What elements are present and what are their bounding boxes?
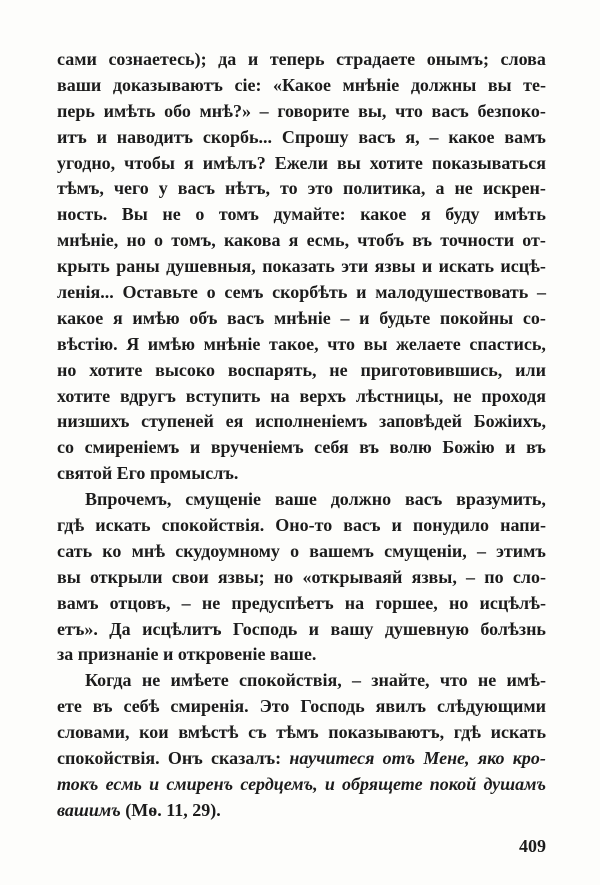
text-word: по — [484, 566, 504, 587]
text-word: сознаетесь); — [108, 49, 207, 69]
text-line — [57, 47, 546, 73]
text-word: спастись, — [469, 333, 546, 354]
text-word: мнѣніе — [273, 307, 331, 328]
text-line — [57, 384, 546, 410]
text-word: и — [359, 307, 370, 328]
text-word: не — [141, 670, 161, 691]
text-word: исцѣлѣ- — [479, 592, 546, 613]
text-word: крыть — [57, 256, 110, 277]
text-word: мнѣ?» — [199, 100, 251, 121]
text-word: онымъ; — [426, 49, 489, 69]
text-word: говорите — [277, 100, 350, 121]
text-word: напи- — [500, 515, 546, 536]
text-word: но — [126, 230, 146, 251]
text-word: отцовъ, — [109, 592, 171, 613]
text-line — [57, 176, 546, 202]
text-word: вашу — [330, 618, 374, 639]
text-word: покойны — [439, 307, 514, 328]
text-word: себѣ — [123, 696, 160, 717]
text-line — [57, 539, 546, 565]
text-word: въ — [359, 437, 379, 458]
text-word: Оно-то — [275, 515, 333, 536]
text-word: вдругъ — [120, 385, 176, 406]
text-word: Я — [126, 333, 140, 354]
text-word: то — [280, 178, 298, 199]
text-word: показываться — [431, 152, 546, 173]
text-word: гдѣ — [453, 722, 481, 743]
text-line — [57, 151, 546, 177]
text-word: «открываяй — [302, 566, 403, 587]
text-word: Господь — [300, 696, 365, 717]
text-word: и — [247, 49, 259, 69]
text-word: васъ — [358, 126, 396, 147]
text-word: чего — [113, 178, 149, 199]
page-number: 409 — [519, 836, 546, 856]
text-line — [57, 487, 546, 513]
text-word: теперь — [269, 49, 325, 69]
text-word: но — [273, 566, 294, 587]
text-line — [57, 332, 546, 358]
text-word: проходя — [481, 385, 546, 406]
text-word: не — [453, 385, 472, 406]
quote-word: покой — [429, 773, 477, 794]
text-word: на — [270, 385, 290, 406]
text-word: словами, — [57, 722, 130, 743]
text-word: явилъ — [375, 696, 427, 717]
text-word: скорбѣть — [272, 282, 348, 303]
text-word: воспарять, — [227, 359, 317, 380]
text-word: тѣмъ — [276, 722, 319, 743]
text-line — [57, 591, 546, 617]
text-word: мнѣ — [131, 540, 166, 561]
text-word: себя — [314, 437, 349, 458]
text-word: страдаете — [336, 49, 416, 69]
text-word: исполненіемъ — [255, 411, 368, 432]
text-word: васъ — [431, 100, 469, 121]
text-word: имѣю — [132, 307, 180, 328]
text-word: Вы — [121, 204, 148, 225]
text-word: имѣть — [494, 204, 546, 225]
text-line — [57, 99, 546, 125]
text-word: вы — [487, 74, 512, 95]
text-word: на — [344, 592, 365, 613]
text-word: должно — [330, 489, 392, 510]
text-word: объ — [189, 307, 218, 328]
text-word: имѣлъ? — [202, 152, 266, 173]
text-word: но — [57, 359, 77, 380]
text-word: вразумить, — [456, 489, 546, 510]
text-word: обо — [164, 100, 191, 121]
text-word: хотите — [89, 359, 143, 380]
text-word: Спрошу — [281, 126, 349, 147]
text-word: съ — [248, 722, 267, 743]
text-word: смущеніе — [185, 489, 262, 510]
text-word: свои — [171, 566, 209, 587]
text-word: и — [421, 256, 433, 277]
text-word: – — [351, 670, 361, 691]
text-word: что — [395, 100, 423, 121]
text-line — [57, 306, 546, 332]
quote-word: научитеся — [289, 748, 375, 769]
text-word: томъ — [218, 204, 259, 225]
text-word: какое — [57, 307, 104, 328]
text-word: кои — [139, 722, 169, 743]
text-line — [57, 202, 546, 228]
text-word: вы — [363, 333, 388, 354]
text-line — [57, 125, 546, 151]
quote-word: отъ — [382, 748, 416, 769]
text-word: буду — [445, 204, 480, 225]
text-word: какое — [360, 204, 407, 225]
text-word: не — [162, 204, 181, 225]
quote-segment: вашимъ — [57, 799, 121, 820]
text-word: да — [218, 49, 237, 69]
text-word: вы — [336, 152, 361, 173]
quote-word: смиренъ — [166, 773, 234, 794]
text-word: – — [181, 592, 191, 613]
text-word: я, — [405, 126, 420, 147]
text-word: открыли — [90, 566, 163, 587]
text-word: и — [356, 282, 367, 303]
text-line — [57, 617, 546, 643]
text-word: ваше — [274, 489, 317, 510]
text-word: это — [307, 178, 334, 199]
text-word: будьте — [379, 307, 431, 328]
text-word: вмѣстѣ — [178, 722, 239, 743]
text-word: – — [340, 307, 350, 328]
quote-word: есмь — [105, 773, 142, 794]
text-block — [57, 47, 546, 824]
text-word: слѣдующими — [437, 696, 546, 717]
text-line — [57, 668, 546, 694]
text-word: спокойствія. — [57, 748, 160, 769]
text-word: какова — [223, 230, 281, 251]
text-word: со- — [522, 307, 546, 328]
text-word: васъ — [343, 515, 381, 536]
text-word: Господь — [232, 618, 298, 639]
text-segment: (Мѳ. 11, 29). — [120, 799, 221, 820]
text-word: болѣзнь — [480, 618, 546, 639]
text-word: точности — [440, 230, 515, 251]
text-word: есмь, — [306, 230, 350, 251]
quote-word: сердцемъ, — [240, 773, 318, 794]
text-word: знайте, — [371, 670, 430, 691]
quote-word: душамъ — [483, 773, 546, 794]
text-word: горшее, — [375, 592, 438, 613]
text-word: о — [154, 230, 164, 251]
text-word: хотите — [369, 152, 423, 173]
text-word: сло- — [512, 566, 546, 587]
quote-word: обрящете — [342, 773, 423, 794]
text-word: ете — [57, 696, 82, 717]
text-word: врученіемъ — [210, 437, 304, 458]
text-word: этимъ — [496, 540, 546, 561]
text-word: Божіихъ, — [473, 411, 546, 432]
text-line — [57, 461, 546, 487]
text-word: те- — [523, 74, 546, 95]
text-word: вашемъ — [309, 540, 374, 561]
text-word: хотите — [57, 385, 111, 406]
text-word: волю — [389, 437, 432, 458]
text-word: смиренія. — [170, 696, 249, 717]
text-word: не — [201, 592, 221, 613]
text-word: верхъ — [299, 385, 346, 406]
text-word: думайте: — [273, 204, 346, 225]
text-word: у — [158, 178, 168, 199]
text-line — [57, 772, 546, 798]
text-word: въ — [412, 230, 433, 251]
text-word: и — [505, 437, 516, 458]
text-word: малодушествовать — [375, 282, 529, 303]
text-word: гдѣ — [57, 515, 85, 536]
text-word: не — [454, 178, 473, 199]
text-word: Божію — [442, 437, 495, 458]
text-word: сіе: — [234, 74, 262, 95]
text-word: чтобы — [124, 152, 175, 173]
text-word: ленія... — [57, 282, 114, 303]
text-word: тѣмъ, — [57, 178, 104, 199]
text-word: что — [327, 333, 356, 354]
text-word: Когда — [85, 670, 132, 691]
quote-word: и — [324, 773, 335, 794]
text-word: сать — [57, 540, 93, 561]
text-word: Да — [109, 618, 131, 639]
text-word: имѣть — [103, 100, 156, 121]
text-line — [57, 720, 546, 746]
text-word: эти — [341, 256, 369, 277]
text-line — [57, 565, 546, 591]
text-line — [57, 513, 546, 539]
text-word: должны — [410, 74, 477, 95]
text-word: не — [329, 359, 348, 380]
text-word: приготовившись, — [360, 359, 503, 380]
text-word: что — [439, 670, 468, 691]
text-word: спокойствія. — [161, 515, 265, 536]
text-word: мнѣніе — [203, 333, 261, 354]
text-word: исцѣ- — [500, 256, 546, 277]
text-word: въ — [92, 696, 113, 717]
text-word: искать — [438, 256, 494, 277]
text-word: вступить — [185, 385, 261, 406]
text-word: въ — [526, 437, 546, 458]
text-word: сами — [57, 49, 97, 69]
text-word: ваши — [57, 74, 102, 95]
text-word: политика, — [343, 178, 426, 199]
text-word: язвы — [374, 256, 416, 277]
text-word: смиреніемъ — [84, 437, 180, 458]
text-line — [57, 280, 546, 306]
text-word: васъ — [227, 307, 265, 328]
text-word: спокойствія, — [239, 670, 342, 691]
text-word: скудоумному — [175, 540, 280, 561]
text-word: васъ — [177, 178, 215, 199]
text-word: Это — [259, 696, 290, 717]
text-word: я — [288, 230, 299, 251]
text-line — [57, 358, 546, 384]
text-word: лѣстницы, — [355, 385, 444, 406]
text-word: скорбь... — [202, 126, 273, 147]
text-word: и — [391, 515, 402, 536]
text-line — [57, 73, 546, 99]
text-line — [57, 254, 546, 280]
text-word: язвы; — [217, 566, 265, 587]
text-word: угодно, — [57, 152, 116, 173]
text-word: о — [206, 282, 216, 303]
text-word: вамъ — [504, 126, 546, 147]
text-word: чтобъ — [357, 230, 405, 251]
text-word: или — [515, 359, 546, 380]
text-word: итъ — [57, 126, 87, 147]
text-word: высоко — [155, 359, 216, 380]
quote-word: кро- — [512, 748, 546, 769]
quote-word: токъ — [57, 773, 99, 794]
text-word: ко — [102, 540, 122, 561]
text-word: понудило — [412, 515, 490, 536]
text-word: о — [195, 204, 205, 225]
text-word: «Какое — [273, 74, 331, 95]
text-word: и — [308, 618, 320, 639]
text-word: перь — [57, 100, 95, 121]
text-word: и — [96, 126, 107, 147]
text-segment: за признаніе и откровеніе ваше. — [57, 644, 317, 665]
text-line — [57, 746, 546, 772]
text-word: мнѣніе — [342, 74, 400, 95]
text-line — [57, 409, 546, 435]
text-word: – — [429, 126, 439, 147]
text-word: я — [112, 307, 123, 328]
text-word: искать — [95, 515, 151, 536]
quote-word: яко — [477, 748, 505, 769]
text-word: имѣ- — [506, 670, 546, 691]
text-word: имѣете — [170, 670, 229, 691]
text-word: – — [476, 540, 486, 561]
text-word: искать — [490, 722, 546, 743]
text-word: желаете — [396, 333, 461, 354]
text-word: искрен- — [482, 178, 546, 199]
text-line — [57, 642, 546, 668]
text-word: доказываютъ — [112, 74, 223, 95]
text-word: вы — [57, 566, 81, 587]
quote-word: Мене, — [423, 748, 470, 769]
text-word: и — [189, 437, 201, 458]
text-word: со — [57, 437, 74, 458]
text-word: ступеней — [141, 411, 214, 432]
text-word: душевную — [384, 618, 469, 639]
text-word: етъ». — [57, 618, 98, 639]
text-word: смущеніи, — [384, 540, 467, 561]
text-line — [57, 435, 546, 461]
text-word: от- — [522, 230, 546, 251]
text-word: ея — [225, 411, 244, 432]
text-word: раны — [116, 256, 160, 277]
text-word: безпоко- — [477, 100, 546, 121]
quote-word: и — [149, 773, 160, 794]
text-word: Онъ — [167, 748, 203, 769]
text-word: но — [448, 592, 469, 613]
text-word: наводитъ — [116, 126, 194, 147]
text-line — [57, 694, 546, 720]
text-word: – — [259, 100, 269, 121]
text-word: предуспѣетъ — [231, 592, 334, 613]
text-word: семъ — [224, 282, 264, 303]
text-line — [57, 798, 546, 824]
text-word: какое — [448, 126, 495, 147]
text-word: душевныя, — [166, 256, 256, 277]
text-word: показать — [262, 256, 335, 277]
text-word: вамъ — [57, 592, 99, 613]
text-word: вы, — [358, 100, 387, 121]
text-word: язвы, — [411, 566, 457, 587]
text-word: – — [466, 566, 476, 587]
text-word: – — [537, 282, 546, 303]
text-word: исцѣлитъ — [142, 618, 222, 639]
text-word: показываютъ, — [328, 722, 445, 743]
text-word: вѣстію. — [57, 333, 118, 354]
text-word: мнѣніе, — [57, 230, 119, 251]
text-word: я — [420, 204, 431, 225]
text-word: слова — [500, 49, 546, 69]
text-word: томъ, — [171, 230, 216, 251]
text-word: заповѣдей — [379, 411, 462, 432]
text-word: Ежели — [274, 152, 328, 173]
text-word: Оставьте — [122, 282, 198, 303]
text-word: сказалъ: — [211, 748, 282, 769]
text-word: а — [435, 178, 445, 199]
text-segment: святой Его промыслъ. — [57, 463, 239, 484]
text-word: низшихъ — [57, 411, 130, 432]
text-word: о — [290, 540, 300, 561]
text-word: ность. — [57, 204, 108, 225]
text-word: Впрочемъ, — [85, 489, 172, 510]
text-word: я — [183, 152, 194, 173]
text-word: имѣю — [147, 333, 195, 354]
text-word: такое, — [268, 333, 319, 354]
text-word: не — [477, 670, 497, 691]
text-line — [57, 228, 546, 254]
text-word: васъ — [404, 489, 443, 510]
text-word: нѣтъ, — [225, 178, 271, 199]
